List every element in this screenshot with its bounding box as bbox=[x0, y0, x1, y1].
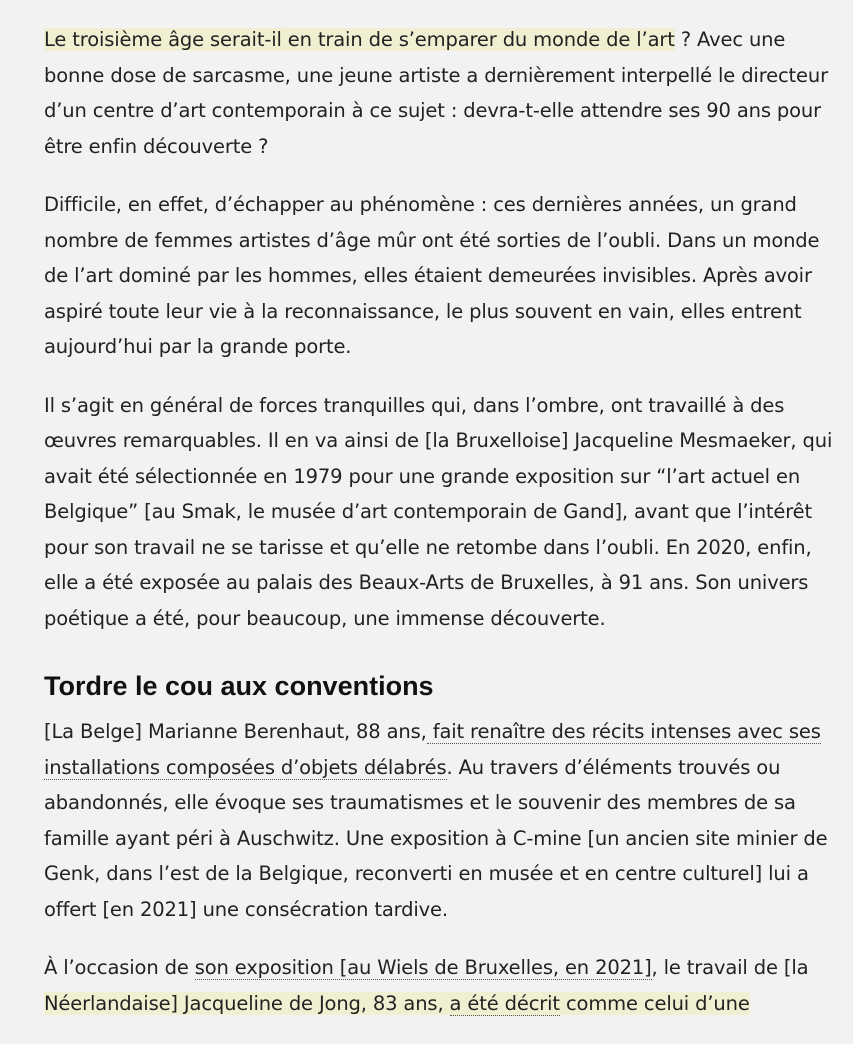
paragraph-berenhaut bbox=[44, 714, 844, 927]
intro-text: ? Avec une bonne dose de sarcasme, une jeune artiste a dernièrement interpellé le directeur d’un centre d’art contemporain à ce sujet : devra-t-elle attendre ses 90 ans pour être enfin découverte ? bbox=[44, 28, 828, 158]
berenhaut-intro: [La Belge] Marianne Berenhaut, 88 ans, bbox=[44, 720, 427, 743]
berenhaut-link[interactable]: fait renaître des récits intenses avec ses installations composées d’objets délabrés bbox=[44, 720, 821, 779]
highlighted-quote: Le troisième âge serait-il en train de s’emparer du monde de l’art bbox=[44, 28, 675, 51]
paragraph-intro bbox=[44, 22, 844, 164]
paragraph-de-jong bbox=[44, 950, 844, 1021]
paragraph-mesmaeker: Il s’agit en général de forces tranquilles qui, dans l’ombre, ont travaillé à des œuvres remarquables. Il en va ainsi de [la Bruxelloise] Jacqueline Mesmaeker, qui avait été sélectionnée en 1979 pour une grande exposition sur “l’art actuel en Belgique” [au Smak, le musée d’art contemporain de Gand], avant que l’intérêt pour son travail ne se tarisse et qu’elle ne retombe dans l’oubli. En 2020, enfin, elle a été exposée au palais des Beaux-Arts de Bruxelles, à 91 ans. Son univers poétique a été, pour beaucoup, une immense découverte. bbox=[44, 393, 833, 630]
de-jong-intro: À l’occasion de bbox=[44, 956, 195, 979]
berenhaut-text: . Au travers d’éléments trouvés ou abandonnés, elle évoque ses traumatismes et le souvenir des membres de sa famille ayant péri à Auschwitz. Une exposition à C-mine [un ancien site minier de Genk, dans l’est de la Belgique, reconverti en musée et en centre culturel] lui a offert [en 2021] une consécration tardive. bbox=[44, 755, 828, 921]
article-body bbox=[44, 22, 844, 1044]
de-jong-mid: , le travail de [la bbox=[651, 956, 809, 979]
decrit-link[interactable]: a été décrit bbox=[449, 991, 560, 1015]
exposition-link[interactable]: son exposition [au Wiels de Bruxelles, en 2021] bbox=[194, 956, 652, 979]
section-heading: Tordre le cou aux conventions bbox=[44, 671, 434, 701]
de-jong-highlight-end: comme celui d’une bbox=[559, 991, 750, 1015]
de-jong-highlight: Néerlandaise] Jacqueline de Jong, 83 ans, bbox=[44, 991, 450, 1015]
paragraph-phenomenon: Difficile, en effet, d’échapper au phénomène : ces dernières années, un grand nombre de femmes artistes d’âge mûr ont été sorties de l’oubli. Dans un monde de l’art dominé par les hommes, elles étaient demeurées invisibles. Après avoir aspiré toute leur vie à la reconnaissance, le plus souvent en vain, elles entrent aujourd’hui par la grande porte. bbox=[44, 193, 820, 358]
